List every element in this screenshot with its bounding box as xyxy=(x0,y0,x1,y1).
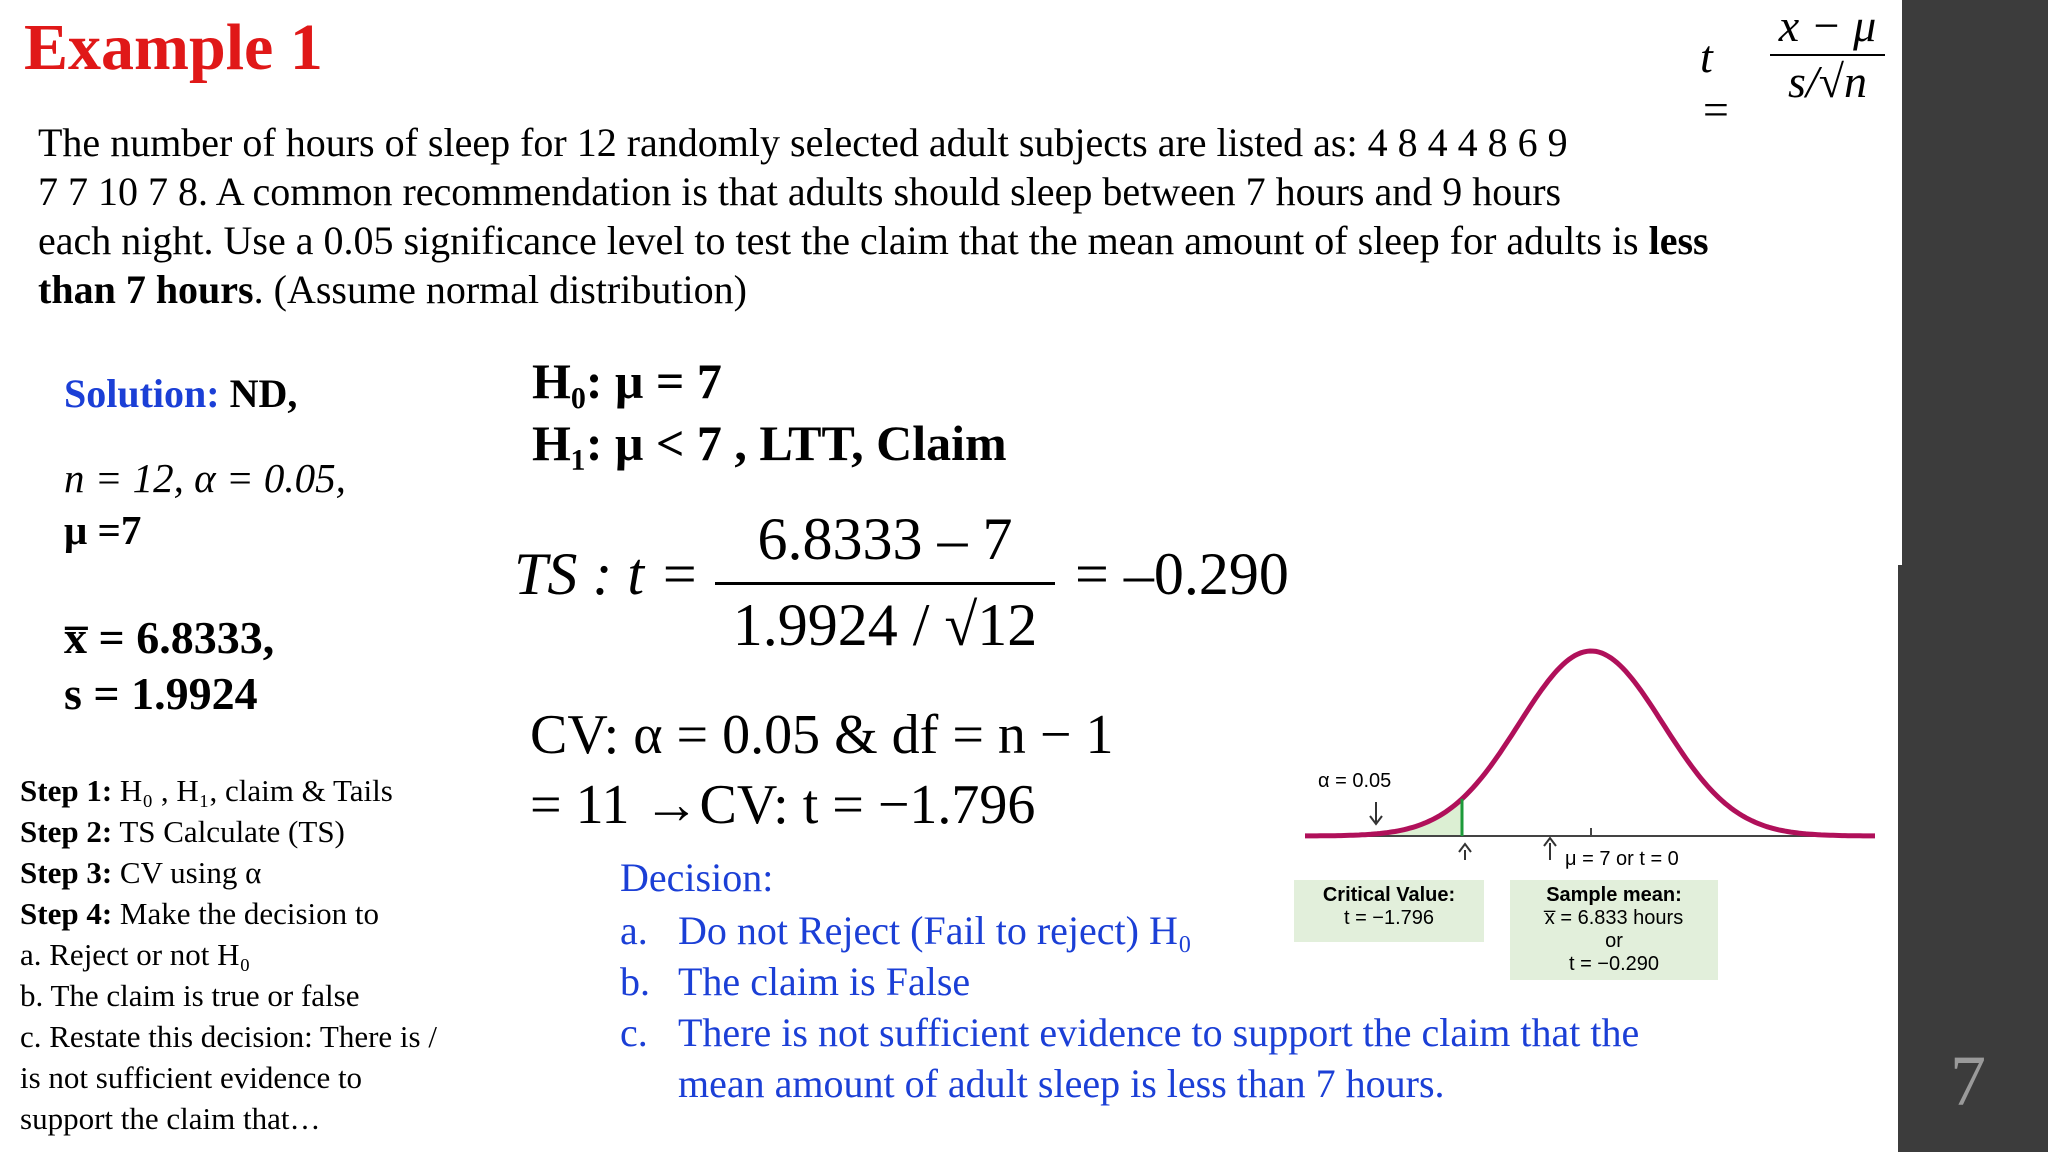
t-distribution-chart xyxy=(1300,560,1890,860)
h0: H₀: μ = 7 xyxy=(532,353,722,409)
decision-heading: Decision: xyxy=(620,855,774,900)
step-4b: b. The claim is true or false xyxy=(20,978,360,1013)
xbar-value: x̅ = 6.8333, xyxy=(64,612,275,663)
step-4c: c. Restate this decision: There is / xyxy=(20,1019,437,1054)
alpha-label: α = 0.05 xyxy=(1318,770,1392,792)
distribution-curve xyxy=(1305,651,1875,836)
sample-box-t: t = −0.290 xyxy=(1568,953,1660,975)
problem-bold-than: than 7 hours xyxy=(38,267,254,312)
problem-statement xyxy=(38,118,1868,314)
sample-box-title: Sample mean: xyxy=(1546,884,1682,906)
slide-title: Example 1 xyxy=(24,11,323,84)
solution-label: Solution: xyxy=(64,371,220,416)
step-4: Step 4: Make the decision to xyxy=(20,896,380,931)
step-4c-cont2: support the claim that… xyxy=(20,1101,321,1136)
cv-box-value: t = −1.796 xyxy=(1343,907,1435,929)
ts-numerator: 6.8333 – 7 xyxy=(715,505,1055,585)
hypotheses xyxy=(532,350,1007,474)
step-2: Step 2: TS Calculate (TS) xyxy=(20,814,345,849)
given-values xyxy=(64,452,346,556)
decision-a: a. Do not Reject (Fail to reject) H₀ xyxy=(620,908,1192,953)
formula-numerator: x − μ xyxy=(1770,0,1885,56)
problem-bold-less: less xyxy=(1648,218,1709,263)
cv-box-title: Critical Value: xyxy=(1322,884,1456,906)
ts-fraction xyxy=(715,505,1055,660)
critical-value-box xyxy=(1294,880,1484,942)
sidebar-edge xyxy=(1898,0,1902,565)
ts-label: TS : t = xyxy=(514,541,700,607)
step-4a: a. Reject or not H₀ xyxy=(20,937,251,972)
sample-box-value: x̅ = 6.833 hours xyxy=(1544,907,1684,929)
formula-denominator: s/√n xyxy=(1788,56,1867,107)
sample-stats xyxy=(64,610,274,722)
sample-mean-box xyxy=(1510,880,1718,980)
problem-line-c: each night. Use a 0.05 significance level to test the claim that the mean amount of sleep for adults is xyxy=(38,218,1649,263)
page-number: 7 xyxy=(1950,1041,1986,1121)
mu-label: μ = 7 or t = 0 xyxy=(1565,848,1679,870)
h1: H₁: μ < 7 , LTT, Claim xyxy=(532,415,1007,471)
problem-line-b: 7 7 10 7 8. A common recommendation is that adults should sleep between 7 hours and 9 hours xyxy=(38,169,1562,214)
steps-list xyxy=(20,770,437,1139)
solution-heading xyxy=(64,370,297,417)
decision-b: b. The claim is False xyxy=(620,959,971,1004)
step-4c-cont1: is not sufficient evidence to xyxy=(20,1060,363,1095)
decision-c: c. There is not sufficient evidence to support the claim that the mean amount of adult sleep is less than 7 hours. xyxy=(620,1010,1640,1106)
step-3: Step 3: CV using α xyxy=(20,855,262,890)
ts-denominator: 1.9924 / √12 xyxy=(732,592,1038,658)
problem-line-a: The number of hours of sleep for 12 randomly selected adult subjects are listed as: 4 8 4 4 8 6 9 xyxy=(38,120,1568,165)
problem-line-d: . (Assume normal distribution) xyxy=(253,267,747,312)
step-1: Step 1: H₀ , H₁, claim & Tails xyxy=(20,773,393,808)
formula-lhs: t = xyxy=(1700,31,1732,135)
s-value: s = 1.9924 xyxy=(64,668,258,719)
solution-nd: ND, xyxy=(229,371,298,416)
slide-sidebar xyxy=(1898,0,2048,1152)
cv-line1: CV: α = 0.05 & df = n − 1 xyxy=(530,704,1114,766)
critical-value xyxy=(530,700,1114,840)
sample-box-or: or xyxy=(1605,930,1623,952)
given-line1: n = 12, α = 0.05, xyxy=(64,455,346,501)
given-line2: μ =7 xyxy=(64,507,142,553)
ts-result: = –0.290 xyxy=(1075,541,1289,607)
cv-line2: = 11 →CV: t = −1.796 xyxy=(530,774,1036,836)
